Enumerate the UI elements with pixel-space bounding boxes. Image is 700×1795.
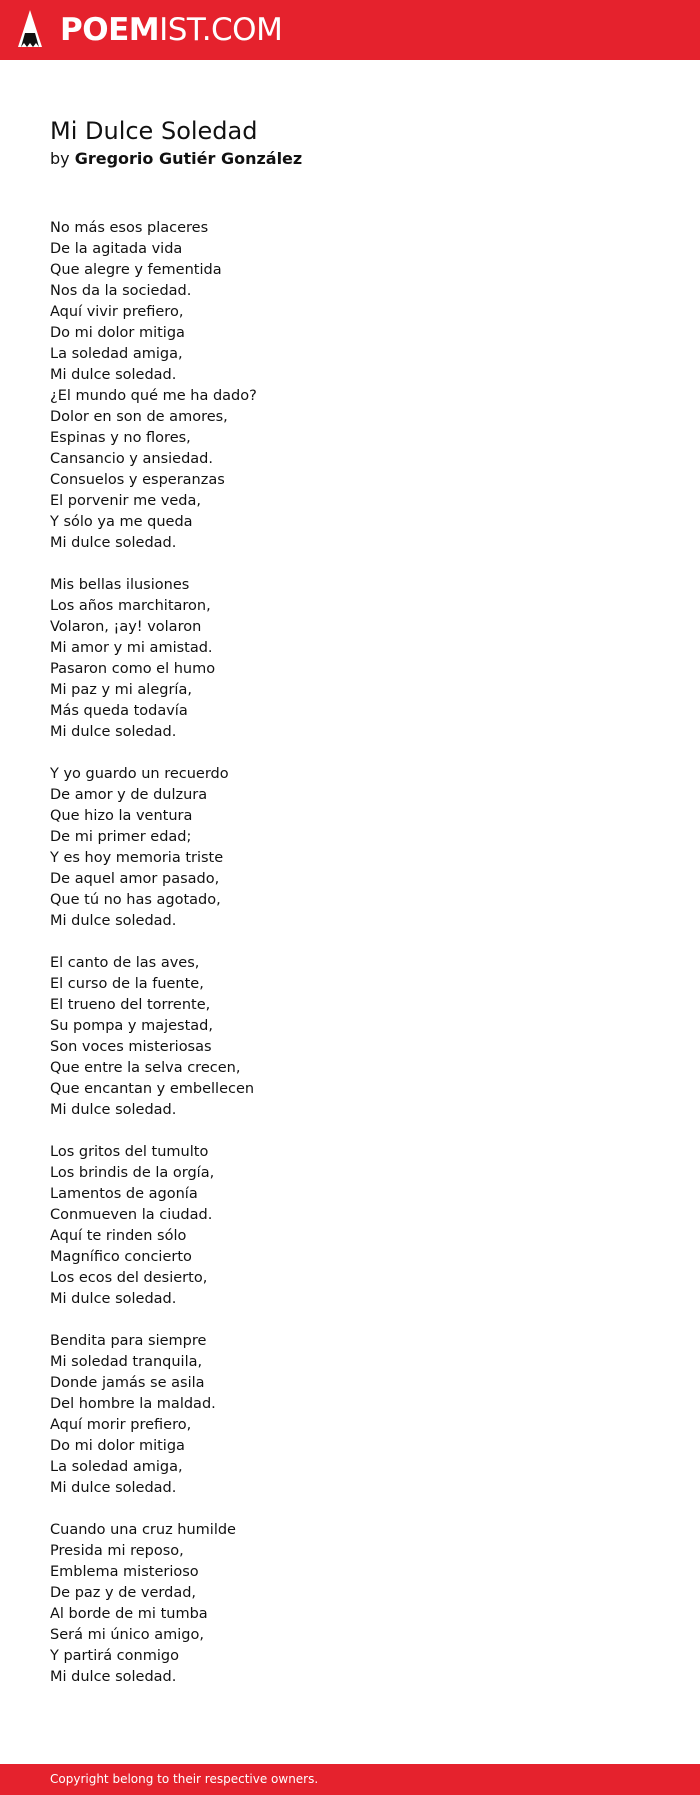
poem-line: Que hizo la ventura — [50, 808, 193, 824]
poem-line: Los gritos del tumulto — [50, 1144, 209, 1160]
poem-line: Presida mi reposo, — [50, 1543, 184, 1559]
poem-line: Que tú no has agotado, — [50, 892, 221, 908]
poem-line: Magnífico concierto — [50, 1249, 192, 1265]
poem-line: El curso de la fuente, — [50, 976, 204, 992]
poem-line: Que encantan y embellecen — [50, 1081, 255, 1097]
poem-line: Mi dulce soledad. — [50, 535, 177, 551]
poem-line: Nos da la sociedad. — [50, 283, 192, 299]
poem-line: La soledad amiga, — [50, 346, 183, 362]
poem-line: El canto de las aves, — [50, 955, 200, 971]
copyright-text: Copyright belong to their respective owners. — [50, 1772, 319, 1786]
poem-line: Mis bellas ilusiones — [50, 577, 190, 593]
poem-line: Mi dulce soledad. — [50, 1102, 177, 1118]
poem-line: Son voces misteriosas — [50, 1039, 212, 1055]
poem-line: Y yo guardo un recuerdo — [50, 766, 229, 782]
stanza — [50, 953, 257, 1121]
poem-line: Aquí vivir prefiero, — [50, 304, 184, 320]
poem-line: Do mi dolor mitiga — [50, 325, 185, 341]
stanza — [50, 1520, 257, 1688]
poem-line: Del hombre la maldad. — [50, 1396, 216, 1412]
pencil-logo-icon[interactable] — [17, 9, 43, 51]
byline — [50, 148, 302, 170]
poem-line: Consuelos y esperanzas — [50, 472, 225, 488]
poem-line: Más queda todavía — [50, 703, 188, 719]
poem-line: Lamentos de agonía — [50, 1186, 198, 1202]
author-name[interactable]: Gregorio Gutiér González — [74, 149, 303, 168]
poem-line: No más esos placeres — [50, 220, 209, 236]
logo-bold-text: POEM — [60, 12, 160, 48]
poem-line: Mi soledad tranquila, — [50, 1354, 203, 1370]
poem-line: Y partirá conmigo — [50, 1648, 179, 1664]
poem-line: Espinas y no flores, — [50, 430, 191, 446]
poem-line: Mi amor y mi amistad. — [50, 640, 213, 656]
poem-line: Su pompa y majestad, — [50, 1018, 213, 1034]
poem-line: Emblema misterioso — [50, 1564, 199, 1580]
poem-line: El porvenir me veda, — [50, 493, 201, 509]
poem-line: Mi dulce soledad. — [50, 1669, 177, 1685]
poem-line: Los ecos del desierto, — [50, 1270, 208, 1286]
poem-line: Los años marchitaron, — [50, 598, 211, 614]
poem-line: Cansancio y ansiedad. — [50, 451, 213, 467]
poem-line: Aquí morir prefiero, — [50, 1417, 192, 1433]
stanza — [50, 575, 257, 743]
poem-line: ¿El mundo qué me ha dado? — [50, 388, 257, 404]
site-footer — [0, 1764, 700, 1795]
site-logo[interactable] — [60, 12, 282, 48]
stanza — [50, 1331, 257, 1499]
poem-line: Mi dulce soledad. — [50, 1480, 177, 1496]
poem-line: Cuando una cruz humilde — [50, 1522, 236, 1538]
poem-line: Dolor en son de amores, — [50, 409, 228, 425]
poem-line: Mi dulce soledad. — [50, 367, 177, 383]
poem-line: Será mi único amigo, — [50, 1627, 204, 1643]
poem-line: De la agitada vida — [50, 241, 183, 257]
poem-line: Volaron, ¡ay! volaron — [50, 619, 202, 635]
poem-line: Mi dulce soledad. — [50, 913, 177, 929]
site-header — [0, 0, 700, 60]
poem-line: Conmueven la ciudad. — [50, 1207, 213, 1223]
poem-line: De amor y de dulzura — [50, 787, 208, 803]
stanza — [50, 764, 257, 932]
poem-line: Mi paz y mi alegría, — [50, 682, 192, 698]
poem-line: De aquel amor pasado, — [50, 871, 220, 887]
poem-line: Pasaron como el humo — [50, 661, 216, 677]
stanza — [50, 1142, 257, 1310]
poem-line: Mi dulce soledad. — [50, 1291, 177, 1307]
poem-line: El trueno del torrente, — [50, 997, 211, 1013]
poem-line: Al borde de mi tumba — [50, 1606, 208, 1622]
poem-title: Mi Dulce Soledad — [50, 117, 258, 145]
poem-line: La soledad amiga, — [50, 1459, 183, 1475]
poem-line: De paz y de verdad, — [50, 1585, 197, 1601]
byline-prefix: by — [50, 149, 70, 168]
poem-line: Donde jamás se asila — [50, 1375, 205, 1391]
poem-line: Do mi dolor mitiga — [50, 1438, 185, 1454]
poem-line: Los brindis de la orgía, — [50, 1165, 215, 1181]
poem-line: Que alegre y fementida — [50, 262, 222, 278]
poem-line: Y es hoy memoria triste — [50, 850, 224, 866]
poem-line: Aquí te rinden sólo — [50, 1228, 187, 1244]
stanza — [50, 218, 257, 554]
poem-line: Mi dulce soledad. — [50, 724, 177, 740]
logo-light-text: IST.COM — [159, 12, 283, 48]
poem-line: Y sólo ya me queda — [50, 514, 193, 530]
poem-line: Que entre la selva crecen, — [50, 1060, 241, 1076]
poem-body — [50, 218, 257, 1709]
poem-line: Bendita para siempre — [50, 1333, 207, 1349]
poem-line: De mi primer edad; — [50, 829, 192, 845]
